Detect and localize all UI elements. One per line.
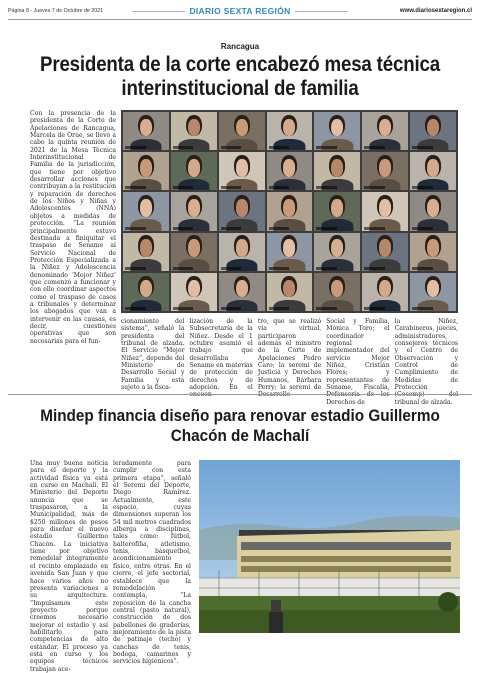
participant-tile [362,152,408,190]
participant-tile [171,192,217,230]
masthead-rule-left [132,11,185,12]
article1-headline: Presidenta de la corte encabezó mesa técnica interinstitucional de familia [40,52,440,100]
participant-tile [219,192,265,230]
participant-tile [362,233,408,271]
participant-tile [314,233,360,271]
article1-columns [121,318,458,406]
article1-column-5: la Niñez, Carabineros, jueces, administradores, consejeros técnicos y el Centro de Observación y Control de Cumplimiento de Medidas de Protección tribunal de alzada. [394,318,459,406]
article1-left-column: Con la presencia de la presidenta de la Corte de Apelaciones de Rancagua, Marcela de Orúe, se llevó a cabo la quinta reunión de 2021 de la Mesa Técnica Interinstitucional de Familia de la jurisdicción, que tiene por objetivo desarrollar acciones que contribuyan a la restitución y reparación de derechos de los Niños y Niñas y Adolescentes (NNA) objetos a medidas de protección. “La reunión principalmente estuvo destinada a finiquitar el traspaso de Sename al Servicio Nacional de Protección Especializada a la Niñez y Adolescencia denominado ‘Mejor Niñez’ que comenzó a funcionar y con ello coordinar aspectos como el traspaso de casos a tribunales y determinar los abogados que van a intervenir en las causas, es decir, cuestiones operativas que son necesarias para el fun- [30,110,116,345]
article2-column-1: Una muy buena noticia para el deporte y la actividad física ya está en curso en Machalí. El Ministerio del Deporte anuncia que se traspasaron, a la Municipalidad, más de $250 millones de pesos para diseñar el nuevo estadio Guillermo Chacón. La iniciativa tiene por objetivo remodelar íntegramente el recinto emplazado en avenida San Juan y que hace varios años no presenta variaciones a su arquitectura. “Impulsamos este proyecto porque creemos necesario mejorar el estadio y así habilitarlo para competencias de alto estándar. El proceso ya está en curso y los equipos técnicos trabajan ace- [30,460,108,673]
article2-column-2: leradamente para cumplir con esta primera etapa”, señaló el Seremi del Deporte, Diego Ramírez. Actualmente, este espacio, cuyas dimensiones superan los 54 mil metros cuadrados alberga a disciplinas, tales como: fútbol, halterofilia, atletismo, tenis, básquetbol, acondicionamiento físico, entre otras. En el cierre, el jefe sectorial, establece que la remodelación contempla, “La reposición de la cancha central (pasto natural), construcción de dos pabellones de graderías, mejoramiento de la pista de patinaje (techo) y canchas de tenis, bodega, camarines y servicios higiénicos”. [113,460,191,666]
participant-tile [314,273,360,311]
video-conference-photo [121,110,458,313]
article1-kicker: Rancagua [220,42,260,51]
participant-tile [219,273,265,311]
participant-tile [171,273,217,311]
article1-column-1: cionamiento del sistema”, señaló la presidenta del tribunal de alzada. El Servicio “Mejor Niñez”, depende del Ministerio de Desarrollo Social y Familia y está sujeto a la fisca- [121,318,185,392]
participant-tile [123,192,169,230]
website-link[interactable]: www.diariosextaregion.cl [399,8,472,14]
participant-tile [219,112,265,150]
section-divider [8,394,472,395]
participant-tile [123,233,169,271]
masthead-block [128,6,352,16]
page-header [8,4,472,18]
participant-tile [219,152,265,190]
participant-tile [123,152,169,190]
participant-tile [410,112,456,150]
participant-tile [410,273,456,311]
article1-column-2: lización de la Subsecretaría de la Niñez. Desde el 1 octubre asumió el trabajo que desarrollaba Sename en materias de protección de derechos y de adopción. En el [189,318,253,392]
article2-headline: Mindep financia diseño para renovar estadio Guillermo Chacón de Machalí [40,406,440,445]
participant-tile [171,233,217,271]
participant-tile [362,192,408,230]
participant-tile [314,192,360,230]
participant-tile [171,112,217,150]
masthead: DIARIO SEXTA REGIÓN [189,6,291,16]
participant-tile [267,273,313,311]
participant-tile [267,112,313,150]
masthead-rule-right [295,11,348,12]
participant-tile [362,112,408,150]
participant-tile [314,112,360,150]
participant-tile [219,233,265,271]
participant-tile [362,273,408,311]
stadium-photo [199,460,460,633]
participant-tile [410,233,456,271]
participant-tile [314,152,360,190]
page-date: Página 8 - Jueves 7 de Octubre de 2021 [8,8,104,14]
stadium-illustration [199,460,460,633]
participant-tile [410,192,456,230]
participant-tile [123,273,169,311]
participant-tile [267,152,313,190]
article1-column-3: tro, que se realizó vía virtual, participaron además el ministro de la Corte de Apelaciones Pedro Caro; la seremi de Justicia y Derechos Humanos, Bárbara Perry; la seremi de [257,318,322,392]
participant-tile [410,152,456,190]
header-divider [8,19,472,20]
participant-tile [123,112,169,150]
participant-tile [267,233,313,271]
article1-column-4: Social y Familia, Mónica Toro; el coordinador regional implementador del servicio Mejor Niñez, Cristián Flores; y representantes de Sename, Fiscalía, Derechos de [326,318,390,406]
participant-tile [267,192,313,230]
participant-tile [171,152,217,190]
